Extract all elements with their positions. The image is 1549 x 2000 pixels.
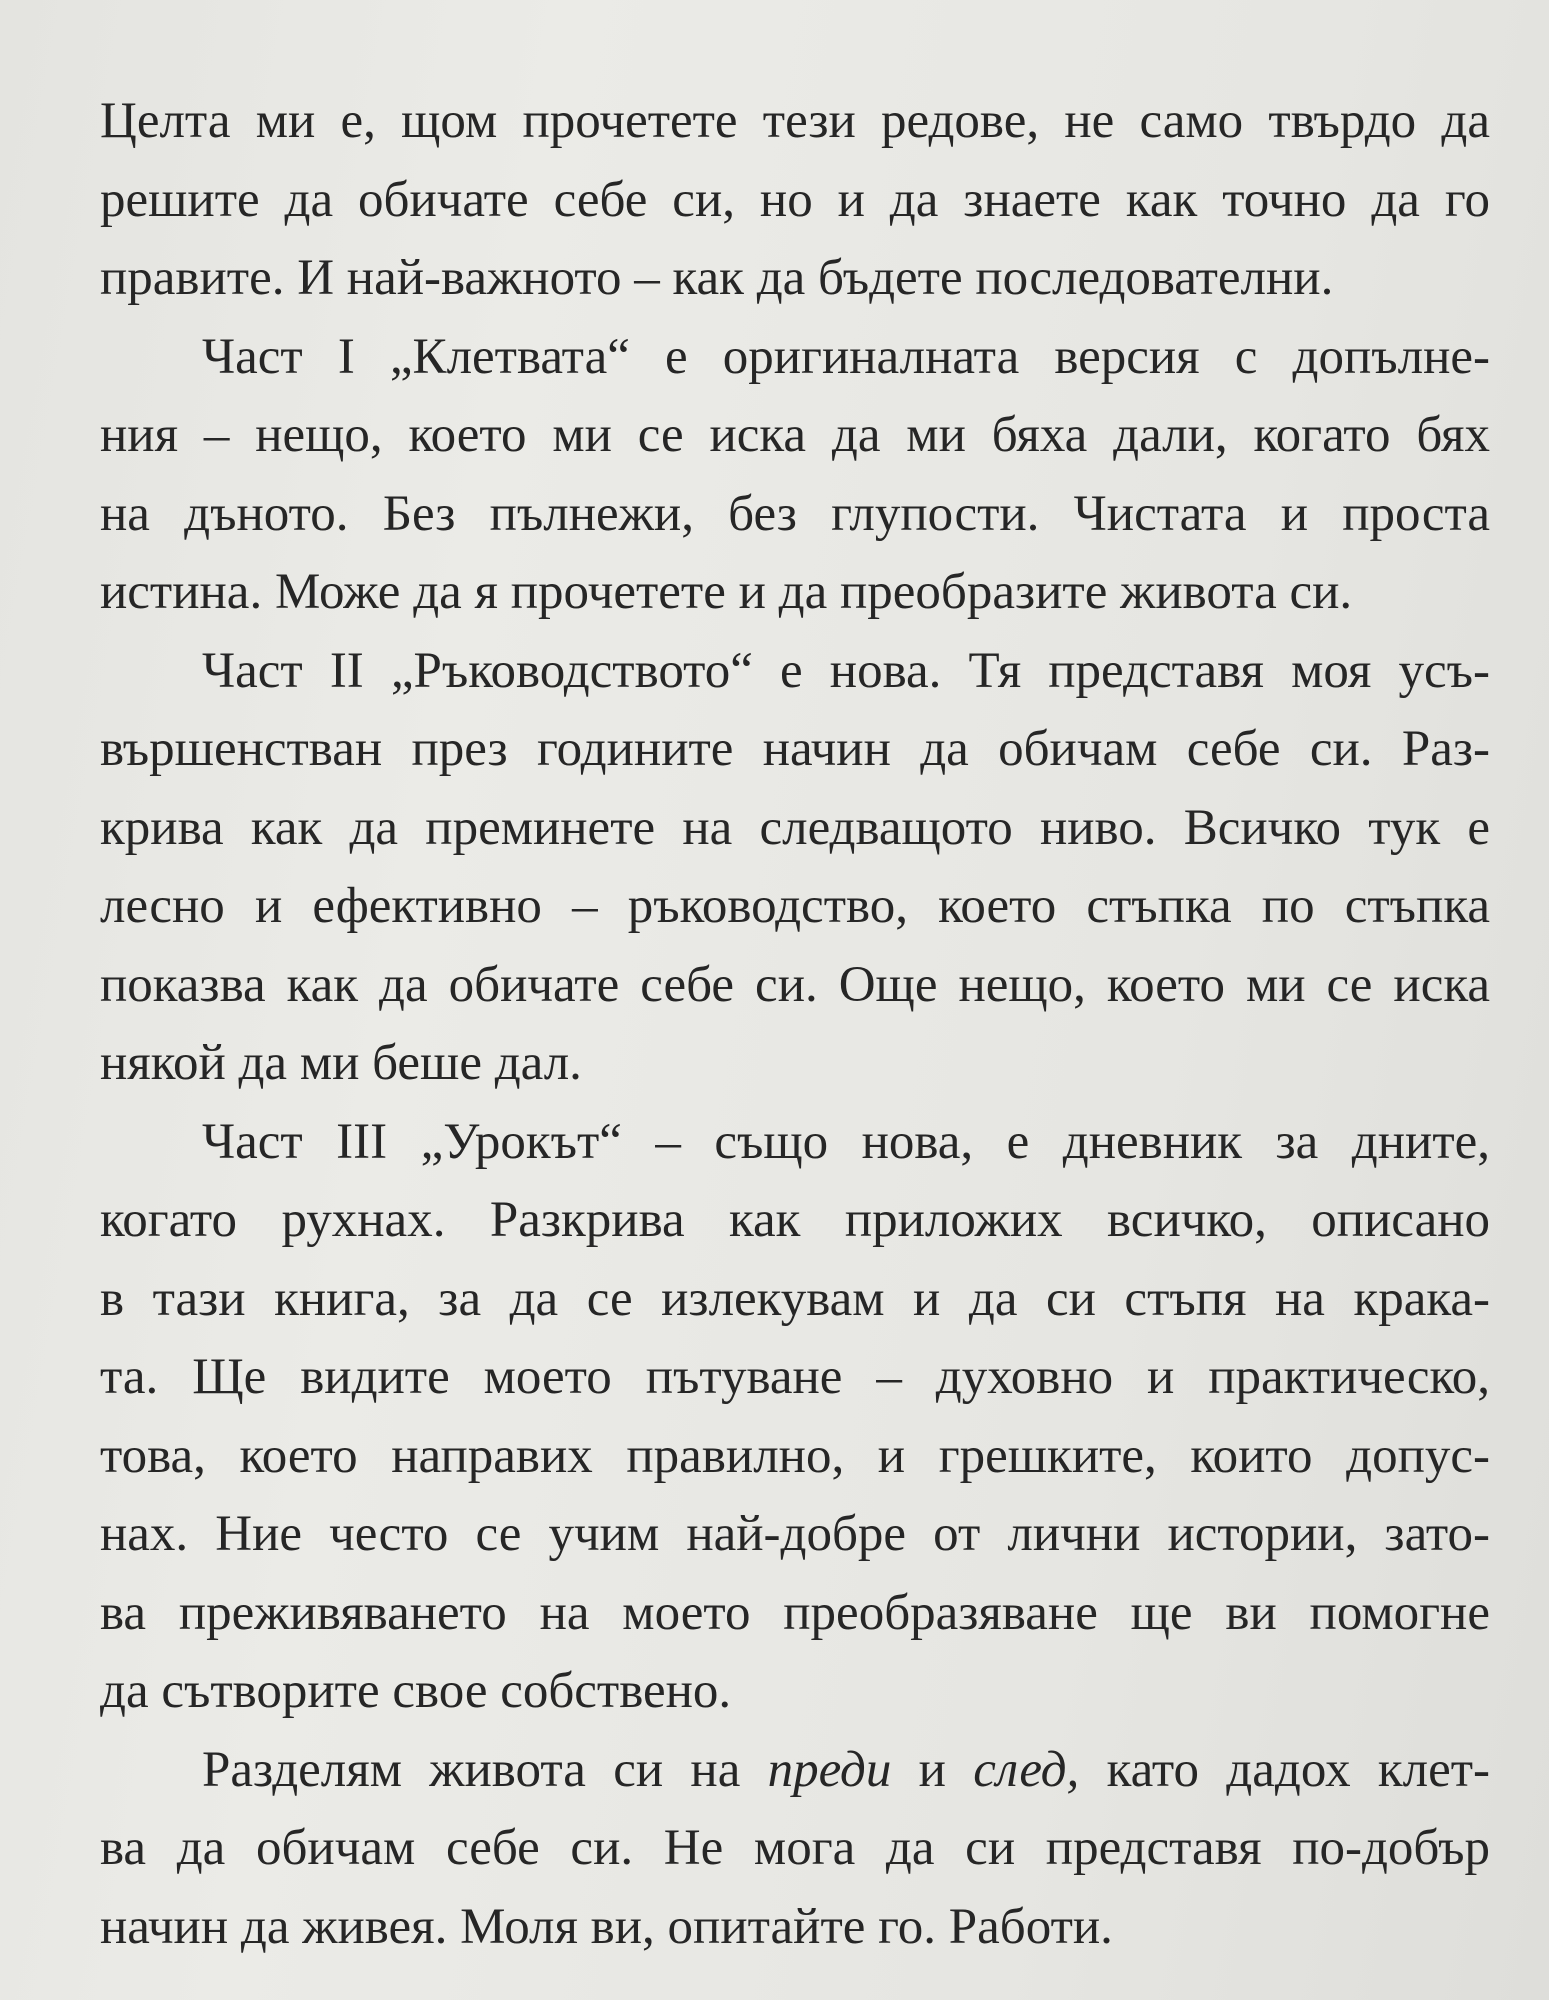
text-line: показва как да обичате себе си. Още нещо, което ми се иска	[100, 956, 1490, 1013]
paragraph	[100, 82, 1490, 318]
paragraph	[100, 632, 1490, 1103]
text-line: ния – нещо, което ми се иска да ми бяха дали, когато бях	[100, 407, 1490, 463]
italic-word: след,	[973, 1741, 1080, 1798]
paragraph	[100, 1731, 1490, 1967]
text-line: някой да ми беше дал.	[100, 1035, 582, 1091]
text-line: ва преживяването на моето преобразяване ще ви помогне	[100, 1584, 1490, 1641]
text-line: това, което направих правилно, и грешките, които допус-	[100, 1427, 1490, 1484]
paragraph	[100, 1103, 1490, 1731]
text-line: на дъното. Без пълнежи, без глупости. Чистата и проста	[100, 485, 1490, 542]
text-run: и	[891, 1741, 974, 1798]
paragraph	[100, 318, 1490, 632]
text-line: ва да обичам себе си. Не мога да си представя по-добър	[100, 1820, 1490, 1876]
text-run: като дадох клет-	[1079, 1741, 1490, 1798]
text-line: правите. И най-важното – как да бъдете последователни.	[100, 250, 1334, 306]
text-line: Част II „Ръководството“ е нова. Тя представя моя усъ-	[202, 642, 1490, 699]
text-line: Част I „Клетвата“ е оригиналната версия с допълне-	[202, 328, 1490, 385]
text-line: вършенстван през годините начин да обичам себе си. Раз-	[100, 721, 1490, 777]
text-line	[100, 1731, 1490, 1810]
text-line: истина. Може да я прочетете и да преобразите живота си.	[100, 564, 1353, 620]
italic-word: преди	[767, 1741, 892, 1798]
text-run: Разделям живота си на	[202, 1741, 768, 1798]
text-line: лесно и ефективно – ръководство, което стъпка по стъпка	[100, 878, 1490, 934]
text-line: Част III „Урокът“ – също нова, е дневник за дните,	[202, 1113, 1490, 1170]
text-line: Целта ми е, щом прочетете тези редове, не само твърдо да	[100, 93, 1490, 149]
text-line: нах. Ние често се учим най-добре от лични истории, зато-	[100, 1506, 1490, 1562]
page-text	[100, 82, 1490, 1966]
text-line: та. Ще видите моето пътуване – духовно и практическо,	[100, 1349, 1490, 1405]
text-line: в тази книга, за да се излекувам и да си стъпя на крака-	[100, 1270, 1490, 1327]
text-line: решите да обичате себе си, но и да знаете как точно да го	[100, 171, 1490, 228]
text-line: начин да живея. Моля ви, опитайте го. Работи.	[100, 1898, 1113, 1955]
text-line: когато рухнах. Разкрива как приложих всичко, описано	[100, 1192, 1490, 1248]
text-line: крива как да преминете на следващото ниво. Всичко тук е	[100, 799, 1490, 856]
text-line: да сътворите свое собствено.	[100, 1663, 732, 1719]
